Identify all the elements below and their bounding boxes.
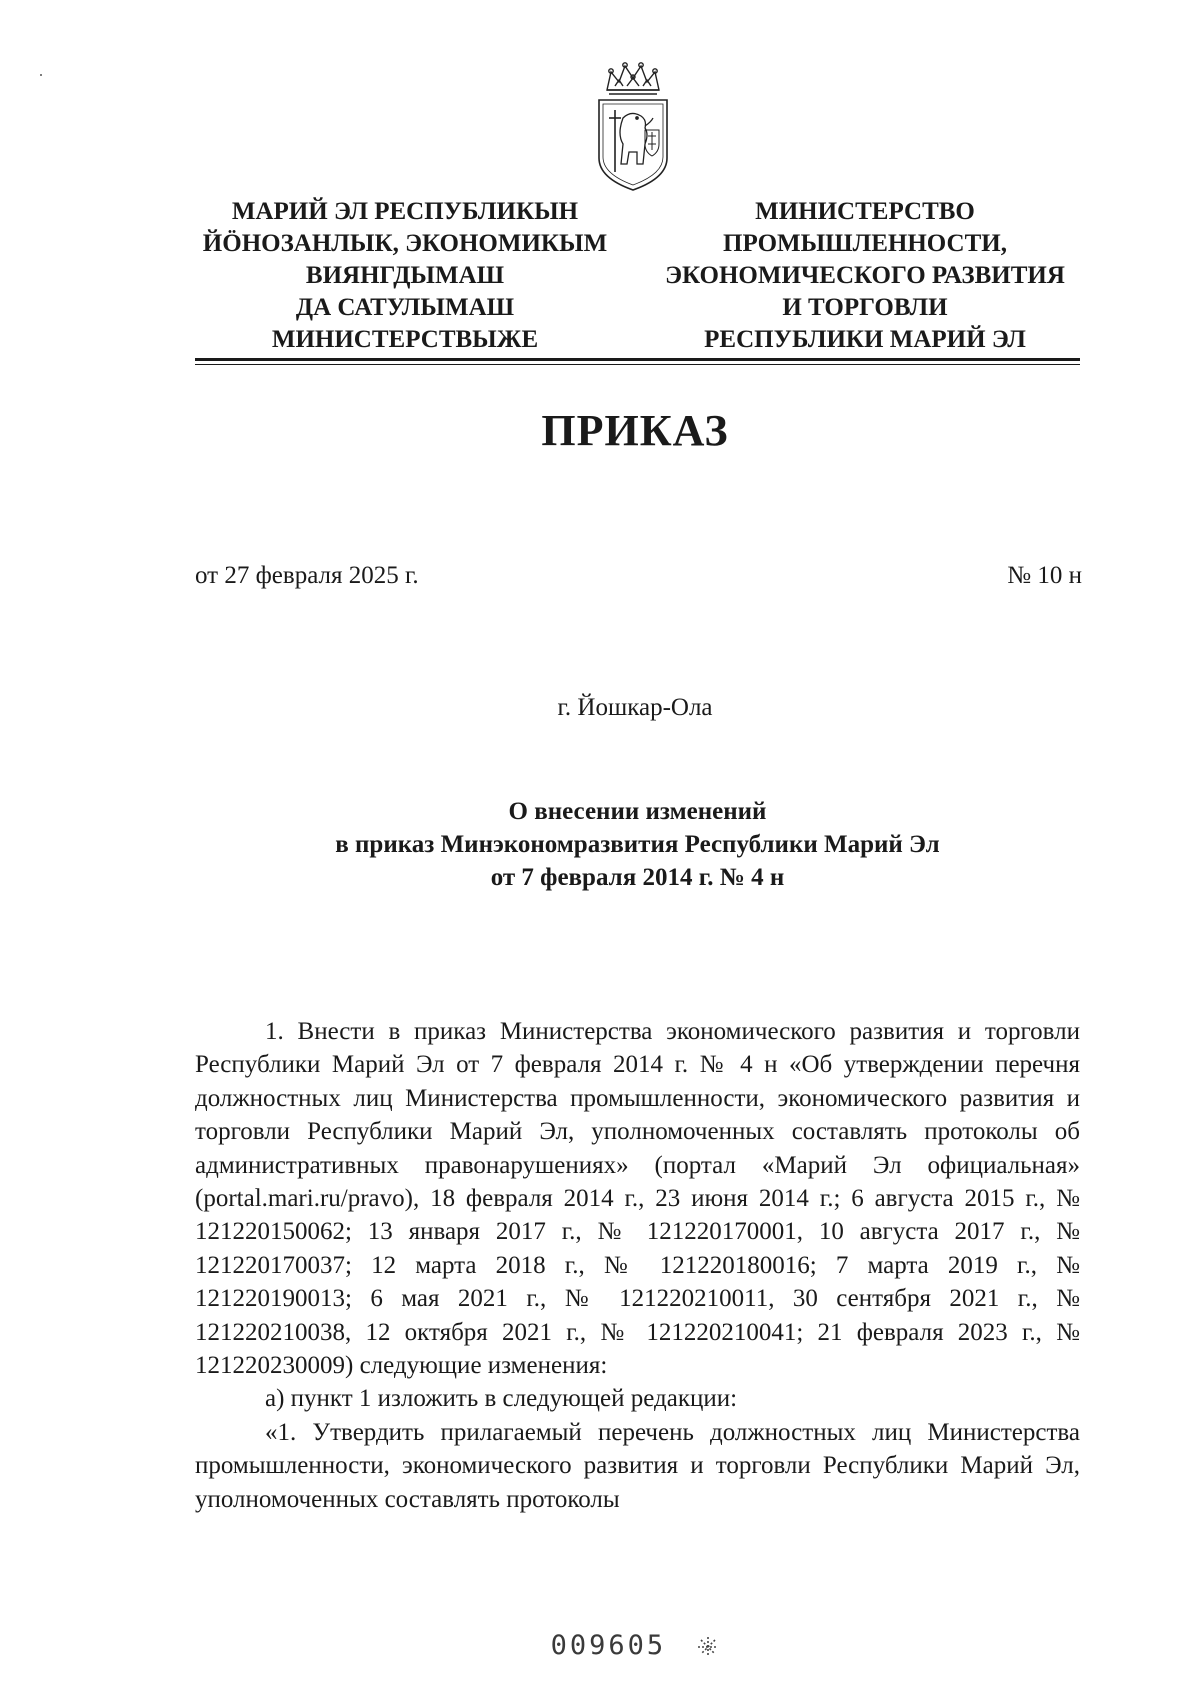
document-city: г. Йошкар-Ола — [557, 694, 713, 721]
header-right-line: МИНИСТЕРСТВО — [755, 198, 975, 225]
document-type-title: ПРИКАЗ — [541, 406, 729, 455]
header-right-line: И ТОРГОВЛИ — [782, 294, 948, 321]
coat-of-arms-icon — [593, 60, 673, 200]
subject-line: от 7 февраля 2014 г. № 4 н — [490, 864, 785, 891]
subject-line: О внесении изменений — [508, 798, 767, 825]
body-paragraph: а) пункт 1 изложить в следующей редакции: — [265, 1385, 738, 1413]
header-left-line: ЙӦНОЗАНЛЫК, ЭКОНОМИКЫМ — [202, 230, 608, 257]
header-left-mari — [195, 196, 615, 356]
header-left-line: ВИЯНГДЫМАШ — [305, 262, 505, 289]
body-paragraph: «1. Утвердить прилагаемый перечень должностных лиц Министерства промышленности, экономического развития и торговли Республики Марий Эл, уполномоченных составлять протоколы — [195, 1418, 1080, 1513]
footer-serial-number — [0, 1630, 1200, 1661]
body-paragraph: 1. Внести в приказ Министерства экономического развития и торговли Республики Марий Эл от 7 февраля 2014 г. № 4 н «Об утверждении перечня должностных лиц Министерства промышленности, экономического развития и торговли Республики Марий Эл, уполномоченных составлять протоколы об административных правонарушениях» (портал «Марий Эл официальная» (portal.mari.ru/pravo), 18 февраля 2014 г., 23 июня 2014 г.; 6 августа 2015 г., № 121220150062; 13 января 2017 г., № 121220170001, 10 августа 2017 г., № 121220170037; 12 марта 2018 г., № 121220180016; 7 марта 2019 г., № 121220190013; 6 мая 2021 г., № 121220210011, 30 сентября 2021 г., № 121220210038, 12 октября 2021 г., № 121220210041; 21 февраля 2023 г., № 121220230009) следующие изменения: — [195, 1018, 1080, 1380]
header-divider-thin — [195, 364, 1080, 365]
header-right-line: РЕСПУБЛИКИ МАРИЙ ЭЛ — [704, 326, 1026, 353]
header-divider — [195, 358, 1080, 361]
document-number: № 10 н — [1007, 562, 1082, 589]
asterisk-mark-icon — [697, 1636, 719, 1658]
document-subject — [195, 795, 1080, 894]
header-left-line: МИНИСТЕРСТВЫЖЕ — [271, 326, 539, 353]
subject-line: в приказ Минэкономразвития Республики Марий Эл — [335, 831, 940, 858]
document-body — [195, 1015, 1080, 1516]
document-date: от 27 февраля 2025 г. — [195, 562, 419, 589]
scan-speck — [40, 74, 42, 76]
header-left-line: МАРИЙ ЭЛ РЕСПУБЛИКЫН — [231, 198, 579, 225]
header-right-line: ЭКОНОМИЧЕСКОГО РАЗВИТИЯ — [665, 262, 1065, 289]
serial-number-text: 009605 — [550, 1630, 667, 1661]
header-left-line: ДА САТУЛЫМАШ — [295, 294, 515, 321]
header-right-line: ПРОМЫШЛЕННОСТИ, — [723, 230, 1007, 257]
header-right-russian — [655, 196, 1075, 356]
